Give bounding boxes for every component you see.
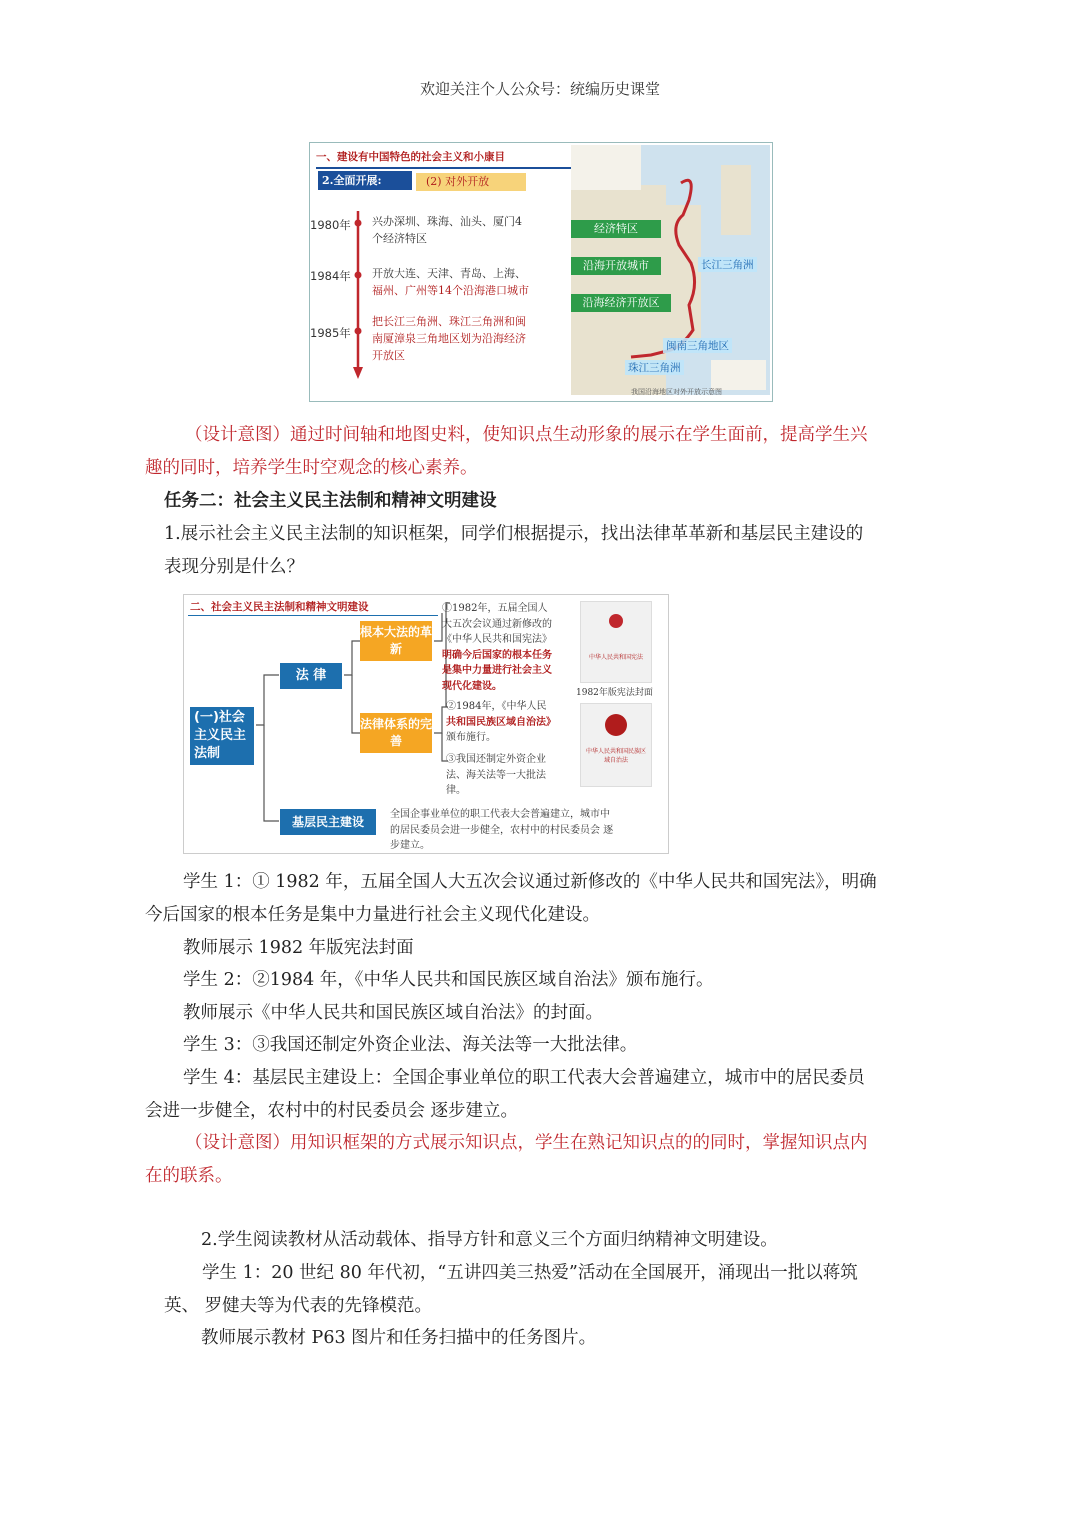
slide1-subtag: (2) 对外开放: [416, 173, 526, 191]
legal-framework-slide: [183, 594, 669, 854]
map-label: 珠江三角洲: [625, 360, 684, 375]
question-2: 2.学生阅读教材从活动载体、指导方针和意义三个方面归纳精神文明建设。: [201, 1230, 778, 1250]
law-node: 法 律: [280, 663, 342, 689]
slide1-tag: 2.全面开展:: [318, 171, 412, 190]
student-1b-answer: 学生 1：20 世纪 80 年代初，“五讲四美三热爱”活动在全国展开，涌现出一批以蒋筑 英、 罗健夫等为代表的先锋模范。: [164, 1263, 858, 1316]
design-intent-1: （设计意图）通过时间轴和地图史料，使知识点生动形象的展示在学生面前，提高学生兴 趣的同时，培养学生时空观念的核心素养。: [145, 425, 868, 478]
note-1984: ②1984年，《中华人民 共和国民族区域自治法》 颁布施行。: [446, 701, 556, 743]
timeline-year: 1980年: [310, 218, 351, 232]
timeline-event: 开放大连、天津、青岛、上海、 福州、广州等14个沿海港口城市: [372, 267, 529, 297]
coastal-map: [571, 145, 770, 395]
task2-title: 任务二：社会主义民主法制和精神文明建设: [164, 491, 497, 511]
timeline-year: 1985年: [310, 326, 351, 340]
teacher-shows-constitution: 教师展示 1982 年版宪法封面: [183, 938, 414, 958]
autonomy-law-cover-image: [580, 703, 652, 787]
constitution-cover-image: [580, 601, 652, 683]
timeline-arrow: [352, 211, 364, 381]
slide2-title: 二、社会主义民主法制和精神文明建设: [190, 601, 369, 613]
legal-system-node: 法律体系的完善: [360, 713, 432, 753]
student-1-answer: 学生 1：① 1982 年，五届全国人大五次会议通过新修改的《中华人民共和国宪法》，明确 今后国家的根本任务是集中力量进行社会主义现代化建设。: [145, 872, 877, 925]
map-caption: 我国沿海地区对外开放示意图: [631, 388, 722, 396]
national-emblem-icon: [609, 614, 623, 628]
teacher-shows-textbook: 教师展示教材 P63 图片和任务扫描中的任务图片。: [201, 1328, 597, 1348]
page-header: 欢迎关注个人公众号：统编历史课堂: [419, 80, 660, 98]
grassroots-node: 基层民主建设: [280, 809, 376, 835]
constitution-caption: 1982年版宪法封面: [576, 688, 653, 698]
design-intent-2: （设计意图）用知识框架的方式展示知识点，学生在熟记知识点的的同时，掌握知识点内 在的联系。: [145, 1133, 868, 1186]
student-4-answer: 学生 4：基层民主建设上：全国企事业单位的职工代表大会普遍建立，城市中的居民委员 会进一步健全，农村中的村民委员会 逐步建立。: [145, 1068, 865, 1121]
timeline-year: 1984年: [310, 269, 351, 283]
teacher-shows-autonomy-law: 教师展示《中华人民共和国民族区域自治法》的封面。: [183, 1003, 603, 1023]
timeline-event: 兴办深圳、珠海、汕头、厦门4 个经济特区: [372, 215, 522, 245]
book-cover-title: 中华人民共和国民族区域自治法: [585, 748, 646, 764]
timeline-event: 把长江三角洲、珠江三角洲和闽 南厦漳泉三角地区划为沿海经济 开放区: [372, 315, 526, 362]
opening-up-slide: [309, 142, 773, 402]
map-label: 闽南三角地区: [663, 338, 732, 353]
note-1982: ①1982年，五届全国人 大五次会议通过新修改的 《中华人民共和国宪法》 明确今后国家的根本任务 是集中力量进行社会主义 现代化建设。: [442, 603, 552, 692]
root-node: (一)社会主义民主法制: [190, 707, 254, 765]
student-2-answer: 学生 2：②1984 年，《中华人民共和国民族区域自治法》颁布施行。: [183, 970, 714, 990]
note-other-laws: ③我国还制定外资企业 法、海关法等一大批法 律。: [446, 754, 546, 796]
map-box-coastal-cities: 沿海开放城市: [571, 257, 661, 275]
slide1-title: 一、建设有中国特色的社会主义和小康目: [316, 149, 574, 169]
fundamental-law-node: 根本大法的革新: [360, 621, 432, 661]
map-box-sez: 经济特区: [571, 220, 661, 238]
question-1: 1.展示社会主义民主法制的知识框架，同学们根据提示，找出法律革革新和基层民主建设的 表现分别是什么？: [164, 524, 864, 577]
national-emblem-icon: [605, 714, 627, 736]
map-label: 长江三角洲: [698, 257, 757, 272]
book-cover-title: 中华人民共和国宪法: [588, 654, 643, 661]
map-box-coastal-zones: 沿海经济开放区: [571, 294, 671, 312]
student-3-answer: 学生 3：③我国还制定外资企业法、海关法等一大批法律。: [183, 1035, 638, 1055]
note-grassroots: 全国企事业单位的职工代表大会普遍建立，城市中 的居民委员会进一步健全，农村中的村民委员会 逐 步建立。: [390, 809, 614, 851]
